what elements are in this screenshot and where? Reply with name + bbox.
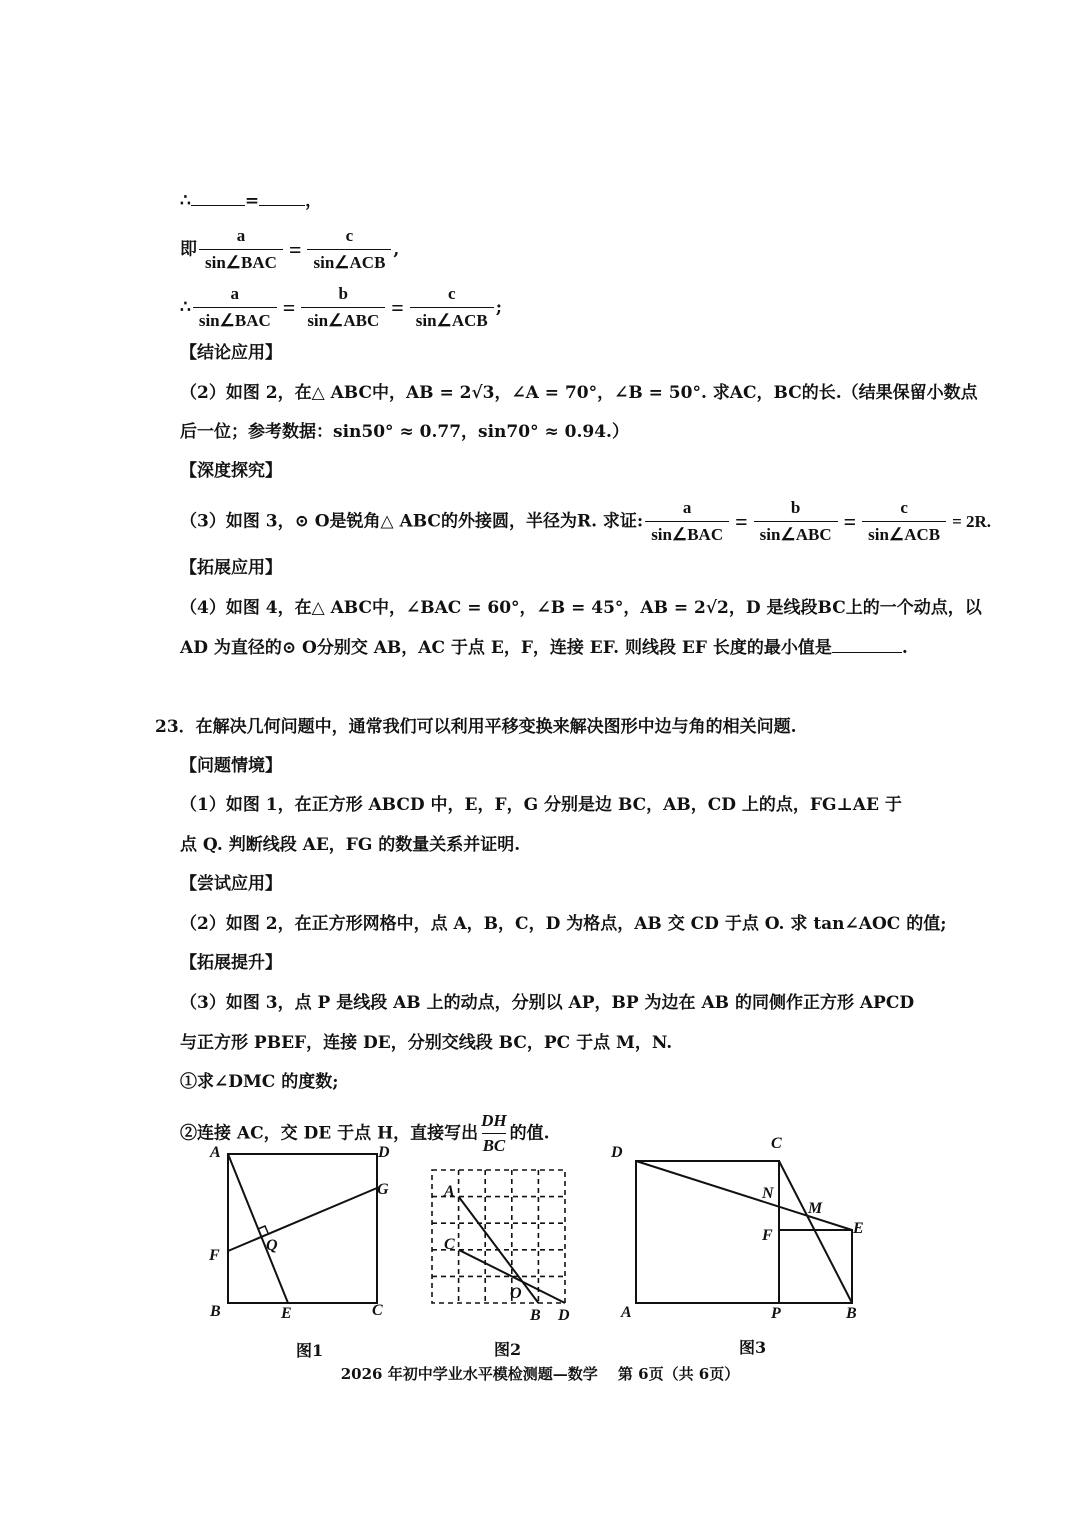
figure-3: [636, 1161, 852, 1303]
q23-part3-line1: （3）如图 3，点 P 是线段 AB 上的动点，分别以 AP，BP 为边在 AB 的同侧作正方形 APCD: [180, 993, 915, 1013]
equals: =: [391, 294, 404, 320]
figure-3-labels: [610, 1135, 864, 1322]
sub2-text: ②连接 AC，交 DE 于点 H，直接写出: [180, 1123, 479, 1144]
label: B: [846, 1305, 857, 1322]
equals: =: [288, 236, 302, 262]
denominator: sin∠ACB: [410, 307, 494, 332]
label: A: [444, 1183, 455, 1200]
equals: =: [843, 508, 857, 534]
label: G: [377, 1181, 389, 1198]
label: Q: [266, 1237, 278, 1254]
equals-2r: = 2R.: [952, 511, 992, 531]
section-raise: 【拓展提升】: [180, 953, 282, 973]
square-abcd: [228, 1154, 377, 1303]
label: F: [762, 1227, 773, 1244]
figure-1: [228, 1154, 377, 1303]
section-deep: 【深度探究】: [180, 461, 282, 481]
label: E: [281, 1305, 292, 1322]
equals: =: [282, 294, 296, 320]
label: C: [771, 1135, 782, 1152]
period: .: [901, 638, 908, 658]
ji-text: 即: [180, 239, 197, 260]
figure-2-caption: 图2: [494, 1340, 522, 1359]
label: D: [558, 1307, 570, 1324]
label: A: [210, 1144, 221, 1161]
q22-part4-line1: （4）如图 4，在△ ABC中，∠BAC = 60°，∠B = 45°，AB = 2√2，D 是线段BC上的一个动点，以: [180, 598, 982, 618]
q23-part3-line2: 与正方形 PBEF，连接 DE，分别交线段 BC，PC 于点 M，N.: [180, 1033, 673, 1053]
denominator: sin∠ACB: [307, 249, 391, 274]
numerator: a: [236, 226, 246, 245]
section-conclusion: 【结论应用】: [180, 343, 282, 363]
denominator: sin∠ACB: [862, 521, 946, 546]
denominator: sin∠ABC: [301, 307, 385, 332]
segment-cb: [779, 1161, 852, 1303]
page-footer: 2026 年初中学业水平模检测题—数学 第 6页（共 6页）: [340, 1365, 740, 1383]
label: F: [209, 1247, 220, 1264]
section-extend: 【拓展应用】: [180, 558, 282, 578]
therefore-symbol: ∴: [180, 297, 191, 318]
part4-text: AD 为直径的⊙ O分别交 AB，AC 于点 E，F，连接 EF. 则线段 EF 长度的最小值是: [180, 638, 832, 658]
numerator: a: [682, 498, 692, 517]
figure-1-caption: 图1: [296, 1341, 324, 1360]
q23-part2-line1: （2）如图 2，在正方形网格中，点 A，B，C，D 为格点，AB 交 CD 于点 O. 求 tan∠AOC 的值;: [180, 914, 947, 934]
numerator: DH: [481, 1111, 507, 1130]
label: O: [510, 1285, 522, 1302]
q23-part3-sub1: ①求∠DMC 的度数;: [180, 1072, 339, 1092]
denominator: sin∠BAC: [199, 249, 283, 274]
sub2-suffix: 的值.: [509, 1123, 550, 1144]
numerator: a: [230, 284, 240, 303]
numerator: c: [345, 226, 354, 245]
equals: =: [735, 508, 748, 534]
q23-part1-line2: 点 Q. 判断线段 AE，FG 的数量关系并证明.: [180, 835, 521, 855]
section-situation: 【问题情境】: [180, 756, 282, 776]
label: A: [621, 1304, 632, 1321]
denominator: sin∠ABC: [754, 521, 838, 546]
part3-text: （3）如图 3，⊙ O是锐角△ ABC的外接圆，半径为R. 求证:: [180, 511, 644, 532]
denominator: sin∠BAC: [645, 521, 729, 546]
label: D: [611, 1144, 623, 1161]
numerator: c: [900, 498, 908, 517]
square-apcd: [636, 1161, 779, 1303]
numerator: c: [447, 284, 456, 303]
label: B: [530, 1307, 541, 1324]
label: D: [378, 1144, 390, 1161]
label: B: [210, 1303, 221, 1320]
label: E: [853, 1220, 864, 1237]
q23-intro: 23．在解决几何问题中，通常我们可以利用平移变换来解决图形中边与角的相关问题.: [155, 717, 797, 737]
square-pbef: [779, 1230, 852, 1303]
q22-part2-line2: 后一位；参考数据：sin50° ≈ 0.77，sin70° ≈ 0.94.）: [180, 422, 629, 442]
semicolon: ;: [495, 297, 503, 318]
comma: ,: [393, 239, 400, 260]
label: M: [808, 1200, 823, 1217]
segment-de: [636, 1161, 852, 1230]
section-try: 【尝试应用】: [180, 874, 282, 894]
q23-part1-line1: （1）如图 1，在正方形 ABCD 中，E，F，G 分别是边 BC，AB，CD 上的点，FG⊥AE 于: [180, 795, 902, 815]
therefore-symbol: ∴: [180, 191, 191, 211]
segment-fg: [228, 1188, 377, 1251]
figure-3-caption: 图3: [739, 1338, 767, 1357]
equals: =: [244, 191, 260, 211]
numerator: b: [790, 498, 801, 517]
label: C: [444, 1236, 455, 1253]
comma: ，: [305, 191, 323, 211]
numerator: b: [338, 284, 349, 303]
label: C: [372, 1302, 383, 1319]
q22-part2-line1: （2）如图 2，在△ ABC中，AB = 2√3，∠A = 70°，∠B = 50°. 求AC，BC的长.（结果保留小数点: [180, 383, 978, 403]
label: P: [771, 1305, 781, 1322]
label: N: [762, 1185, 774, 1202]
denominator: sin∠BAC: [193, 307, 277, 332]
denominator: BC: [482, 1133, 507, 1157]
